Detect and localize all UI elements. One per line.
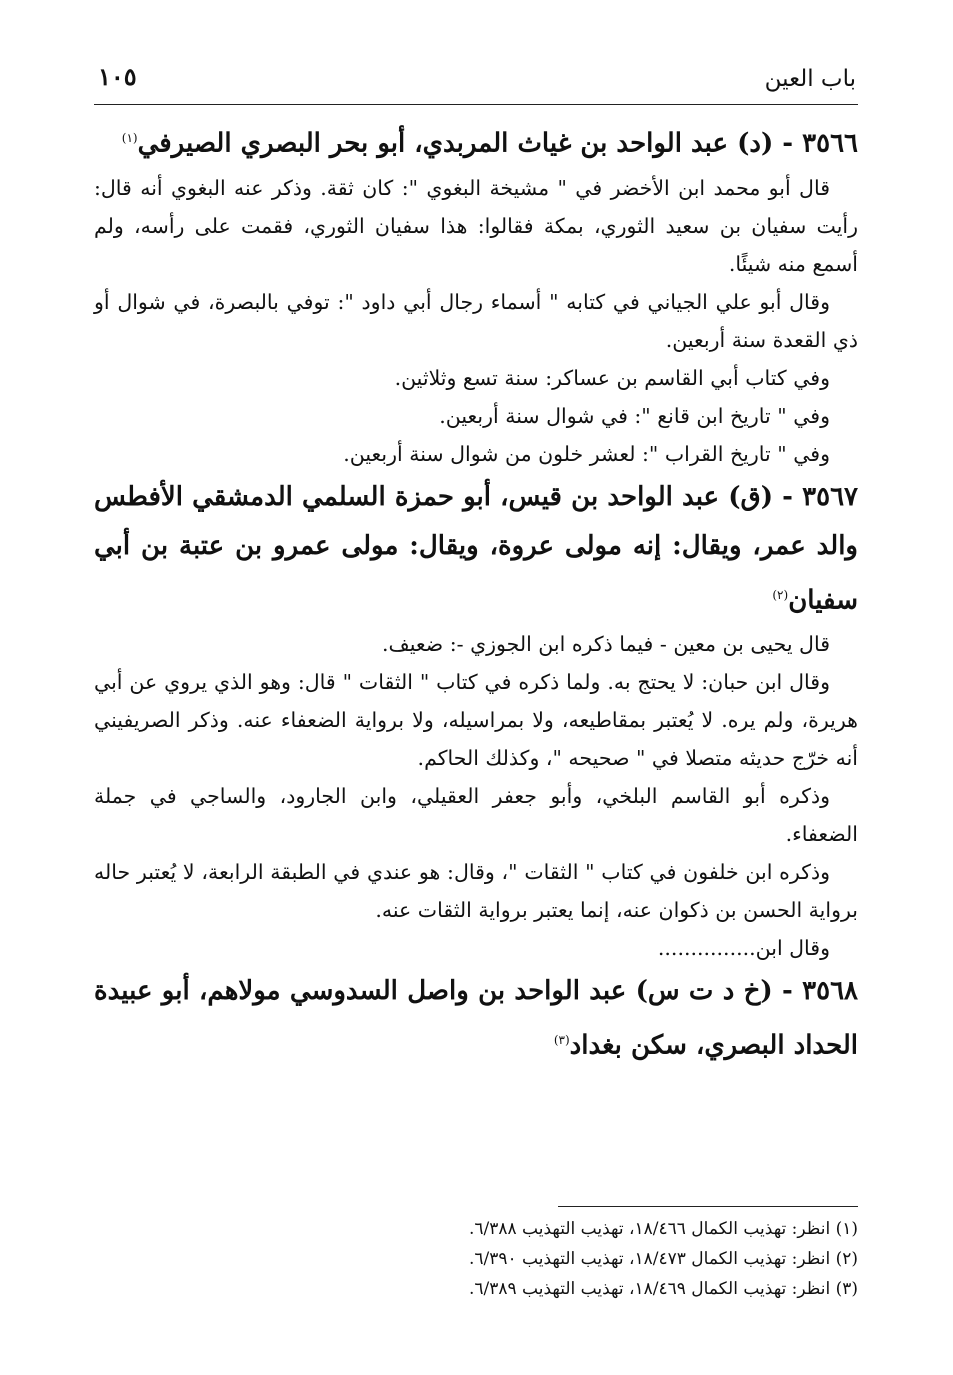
- paragraph: وذكره ابن خلفون في كتاب " الثقات "، وقال: هو عندي في الطبقة الرابعة، لا يُعتبر حاله برواية الحسن بن ذكوان عنه، إنما يعتبر برواية الثقات عنه.: [94, 860, 858, 923]
- footnote-marker: (٢): [772, 587, 789, 602]
- paragraph: قال يحيى بن معين - فيما ذكره ابن الجوزي -: ضعيف.: [381, 632, 830, 657]
- paragraph: وقال ابن...............: [657, 936, 830, 961]
- main-text: [94, 114, 858, 1071]
- paragraph: وفي " تاريخ ابن قانع ": في شوال سنة أربعين.: [439, 403, 830, 428]
- footnote-2: (٢) انظر: تهذيب الكمال ١٨/٤٧٣، تهذيب التهذيب ٦/٣٩٠.: [468, 1249, 858, 1269]
- footnote-divider: [558, 1206, 858, 1207]
- entry-heading-3566: [94, 114, 858, 169]
- running-header: [94, 56, 858, 105]
- footnote-marker: (١): [121, 131, 138, 145]
- paragraph: وفي كتاب أبي القاسم بن عساكر: سنة تسع وثلاثين.: [394, 365, 830, 390]
- entry-heading-3568: [94, 967, 858, 1071]
- paragraph: وذكره أبو القاسم البلخي، وأبو جعفر العقيلي، وابن الجارود، والساجي في جملة الضعفاء.: [94, 784, 858, 847]
- entry-heading-text: ٣٥٦٦ - (د) عبد الواحد بن غياث المربدي، أبو بحر البصري الصيرفي: [137, 128, 858, 159]
- footnote-3: (٣) انظر: تهذيب الكمال ١٨/٤٦٩، تهذيب التهذيب ٦/٣٨٩.: [468, 1279, 858, 1299]
- paragraph: وفي " تاريخ القراب ": لعشر خلون من شوال سنة أربعين.: [343, 441, 830, 466]
- entry-heading-3567: [94, 473, 858, 626]
- footnote-1: (١) انظر: تهذيب الكمال ١٨/٤٦٦، تهذيب التهذيب ٦/٣٨٨.: [468, 1219, 858, 1239]
- paragraph: قال أبو محمد ابن الأخضر في " مشيخة البغوي ": كان ثقة. وذكر عنه البغوي أنه قال: رأيت سفيان بن سعيد الثوري، بمكة فقالوا: هذا سفيان الثوري، فقمت على رأسه، ولم أسمع منه شيئًا.: [94, 175, 858, 276]
- paragraph: وقال ابن حبان: لا يحتج به. ولما ذكره في كتاب " الثقات " قال: وهو الذي يروي عن أبي هريرة، ولم يره. لا يُعتبر بمقاطيعه، ولا بمراسيله، ولا برواية الضعفاء عنه. وذكر الصريفيني أنه خرّج حديثه متصلا في " صحيحه "، وكذلك الحاكم.: [94, 670, 858, 771]
- paragraph: وقال أبو علي الجياني في كتابه " أسماء رجال أبي داود ": توفي بالبصرة، في شوال أو ذي القعدة سنة أربعين.: [94, 289, 858, 352]
- entry-heading-text: ٣٥٦٧ - (ق) عبد الواحد بن قيس، أبو حمزة السلمي الدمشقي الأفطس والد عمر، ويقال: إنه مولى عروة، ويقال: مولى عمرو بن عتبة بن أبي سفيان: [94, 481, 858, 616]
- chapter-title: باب العين: [764, 66, 856, 92]
- entry-heading-text: ٣٥٦٨ - (خ د ت س) عبد الواحد بن واصل السدوسي مولاهم، أبو عبيدة الحداد البصري، سكن بغداد: [94, 976, 858, 1061]
- footnotes: [94, 1214, 858, 1304]
- page-number: ١٠٥: [98, 62, 137, 91]
- footnote-marker: (٣): [553, 1033, 570, 1048]
